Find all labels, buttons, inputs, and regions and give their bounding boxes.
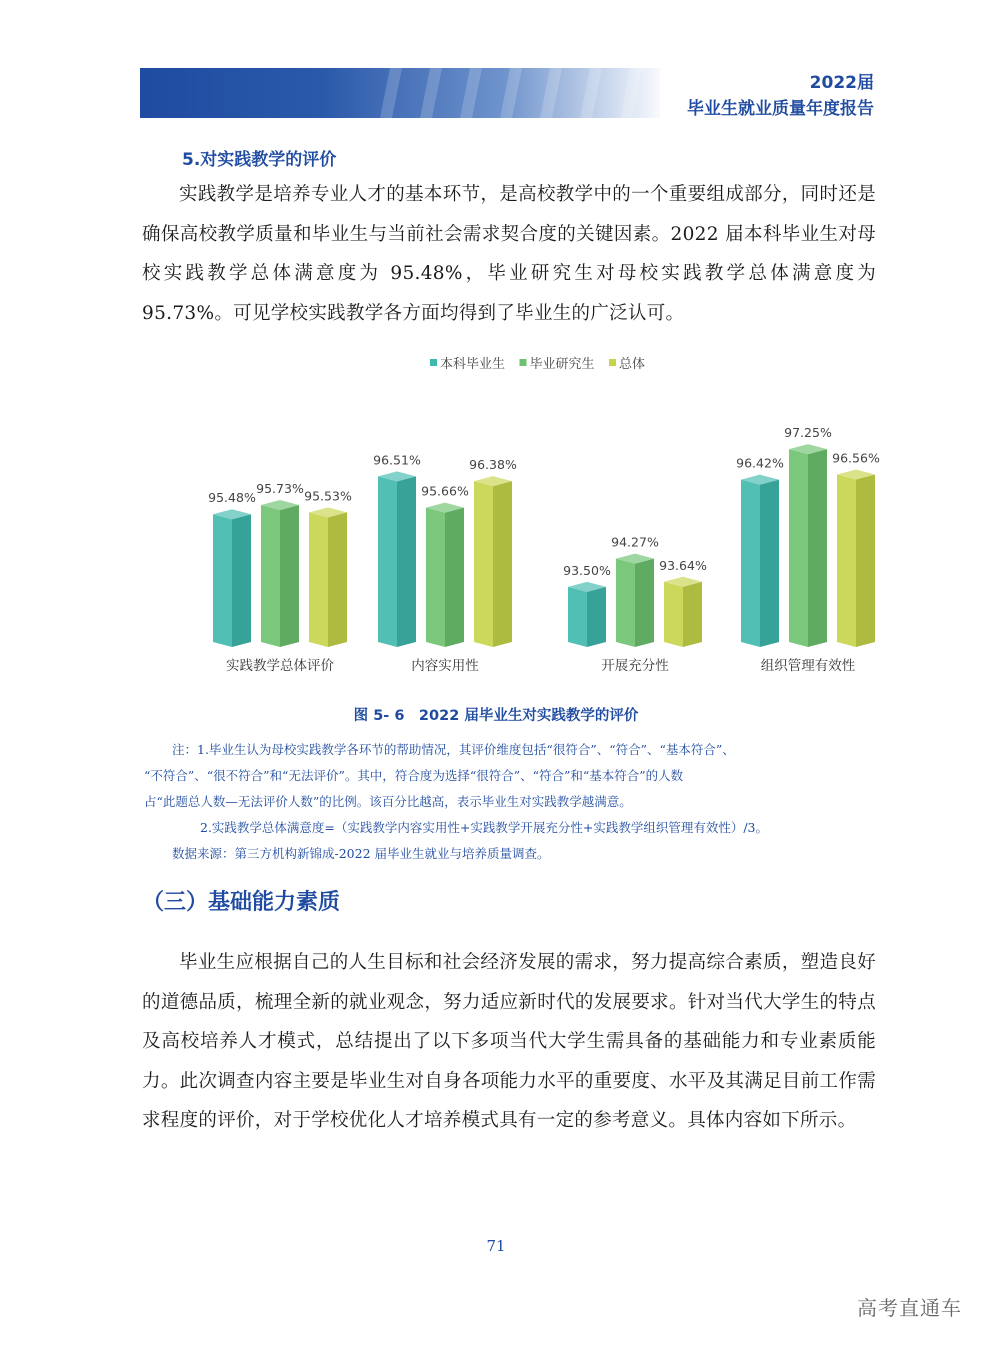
note-line-3: 占“此题总人数—无法评价人数”的比例。该百分比越高，表示毕业生对实践教学越满意。 [144, 794, 632, 809]
bar-face-right [397, 476, 416, 647]
bar-face-right [232, 514, 251, 647]
bar-chart-svg [140, 345, 880, 690]
report-year: 2022届 [809, 73, 874, 93]
category-label: 组织管理有效性 [760, 658, 856, 674]
bar-value-label: 95.48% [208, 490, 256, 506]
page-number: 71 [486, 1237, 506, 1255]
bar-face-left [789, 449, 808, 647]
bar-value-label: 93.50% [563, 562, 611, 578]
bar-face-left [378, 476, 397, 647]
bar-face-right [635, 559, 654, 647]
bar-value-label: 93.64% [659, 557, 707, 573]
report-header-title [687, 70, 874, 122]
bar-face-left [568, 587, 587, 647]
legend-label: 总体 [619, 357, 646, 372]
body-paragraph-abilities: 毕业生应根据自己的人生目标和社会经济发展的需求，努力提高综合素质，塑造良好的道德品质，梳理全新的就业观念，努力适应新时代的发展要求。针对当代大学生的特点及高校培养人才模式，总结提出了以下多项当代大学生需具备的基础能力和专业素质能力。此次调查内容主要是毕业生对自身各项能力水平的重要度、水平及其满足目前工作需求程度的评价，对于学校优化人才培养模式具有一定的参考意义。具体内容如下所示。 [142, 952, 876, 1131]
bar-face-right [328, 512, 347, 647]
bar-face-left [741, 480, 760, 647]
chart-bars [208, 425, 880, 647]
figure-caption: 图 5- 6 2022 届毕业生对实践教学的评价 [353, 708, 639, 724]
bar-face-right [683, 582, 702, 647]
legend-label: 本科毕业生 [440, 357, 506, 372]
note-data-source: 数据来源：第三方机构新锦成-2022 届毕业生就业与培养质量调查。 [172, 846, 550, 861]
note-line-2: “不符合”、“很不符合”和“无法评价”。其中，符合度为选择“很符合”、“符合”和“基本符合”的人数 [144, 768, 684, 783]
practice-teaching-chart [140, 345, 880, 690]
legend-label: 毕业研究生 [529, 357, 595, 372]
category-label: 开展充分性 [601, 658, 669, 674]
bar-face-left [261, 505, 280, 647]
body-paragraph-practice: 实践教学是培养专业人才的基本环节，是高校教学中的一个重要组成部分，同时还是确保高校教学质量和毕业生与当前社会需求契合度的关键因素。2022 届本科毕业生对母校实践教学总体满意度为 95.48%，毕业研究生对母校实践教学总体满意度为 95.73%。可见学校实践教学各方面均得到了毕业生的广泛认可。 [142, 184, 876, 324]
bar-face-right [808, 449, 827, 647]
legend-swatch [430, 359, 437, 366]
chart-category-labels [226, 657, 856, 674]
note-line-4: 2.实践教学总体满意度=（实践教学内容实用性+实践教学开展充分性+实践教学组织管理有效性）/3。 [200, 820, 769, 835]
bar-value-label: 95.53% [304, 488, 352, 504]
bar-face-left [474, 481, 493, 647]
bar-face-right [760, 480, 779, 647]
watermark: 高考直通车 [857, 1296, 962, 1320]
bar-value-label: 96.38% [469, 457, 517, 473]
section-heading: （三）基础能力素质 [142, 890, 341, 915]
report-name: 毕业生就业质量年度报告 [687, 99, 874, 119]
bar-value-label: 96.42% [736, 455, 784, 471]
category-label: 内容实用性 [411, 658, 479, 674]
bar-face-right [856, 475, 875, 647]
bar-value-label: 96.56% [832, 450, 880, 466]
bar-face-right [587, 587, 606, 647]
bar-value-label: 96.51% [373, 452, 421, 468]
bar-value-label: 95.73% [256, 481, 304, 497]
bar-value-label: 95.66% [421, 483, 469, 499]
bar-face-right [493, 481, 512, 647]
bar-face-left [309, 512, 328, 647]
bar-value-label: 94.27% [611, 534, 659, 550]
legend-swatch [520, 359, 527, 366]
note-line-1: 注：1.毕业生认为母校实践教学各环节的帮助情况，其评价维度包括“很符合”、“符合”、“基本符合”、 [172, 742, 735, 757]
bar-face-left [213, 514, 232, 647]
figure-notes [144, 737, 884, 867]
bar-face-left [664, 582, 683, 647]
bar-face-right [445, 508, 464, 647]
category-label: 实践教学总体评价 [226, 658, 334, 674]
bar-face-left [837, 475, 856, 647]
legend-swatch [609, 359, 616, 366]
bar-face-right [280, 505, 299, 647]
bar-value-label: 97.25% [784, 425, 832, 441]
chart-legend [430, 356, 645, 372]
header-banner [140, 68, 660, 118]
bar-face-left [616, 559, 635, 647]
subsection-title: 5.对实践教学的评价 [182, 150, 337, 170]
header-stripe-decoration [140, 68, 660, 118]
bar-face-left [426, 508, 445, 647]
